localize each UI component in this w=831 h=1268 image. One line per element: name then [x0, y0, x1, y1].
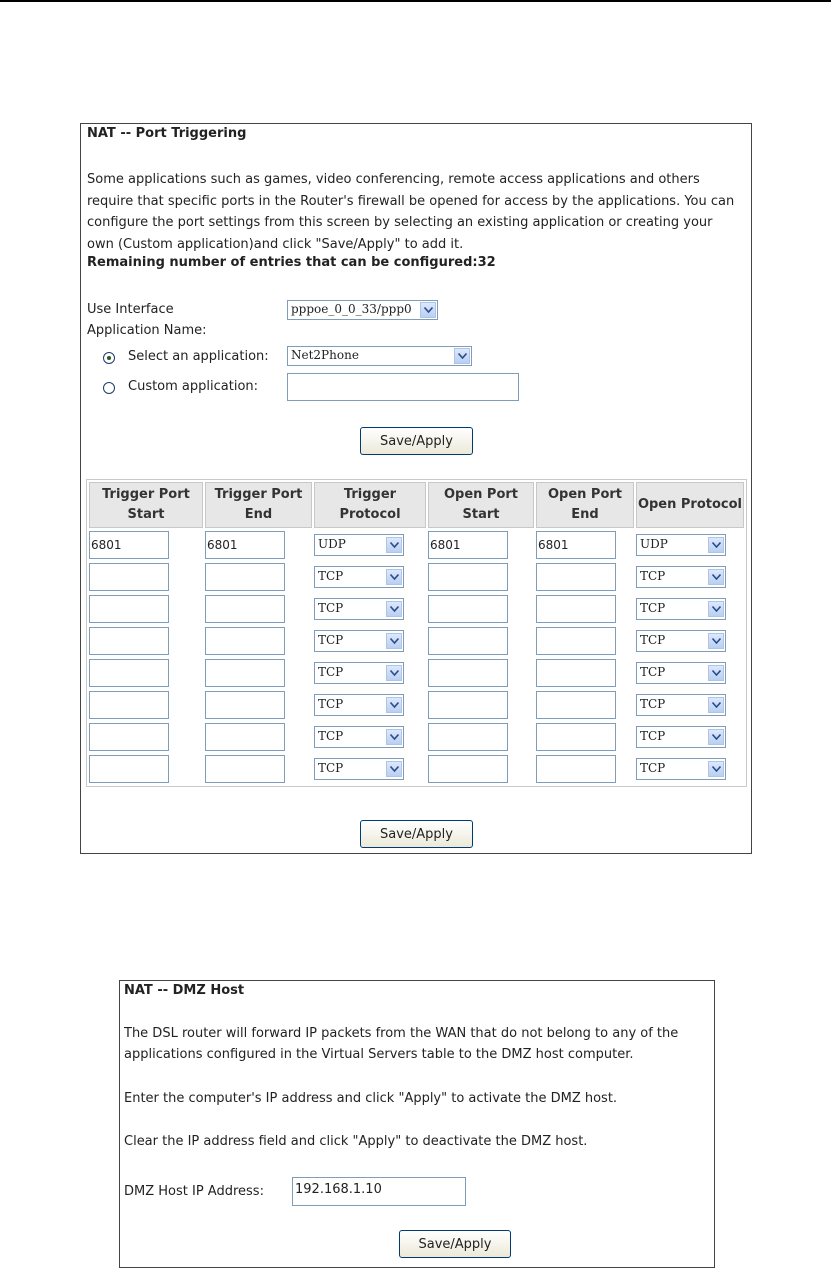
dmz-ip-input[interactable]: 192.168.1.10 — [292, 1177, 466, 1206]
trigger-port-start-input[interactable]: 6801 — [89, 531, 169, 559]
save-apply-button[interactable]: Save/Apply — [360, 427, 473, 455]
trigger-port-end-input[interactable] — [205, 691, 285, 719]
open-protocol-select[interactable]: UDP — [636, 534, 726, 556]
dmz-ip-label: DMZ Host IP Address: — [124, 1184, 264, 1199]
open-port-end-input[interactable] — [536, 691, 616, 719]
open-port-start-input[interactable] — [428, 755, 508, 783]
trigger-port-start-input[interactable] — [89, 563, 169, 591]
trigger-protocol-select[interactable]: TCP — [314, 662, 404, 684]
trigger-port-start-input[interactable] — [89, 691, 169, 719]
chevron-down-icon — [386, 633, 402, 649]
table-row — [89, 530, 744, 560]
trigger-port-end-input[interactable] — [205, 755, 285, 783]
open-port-end-input[interactable] — [536, 627, 616, 655]
custom-application-label: Custom application: — [128, 379, 259, 394]
custom-application-radio[interactable] — [103, 382, 115, 394]
open-port-end-input[interactable] — [536, 659, 616, 687]
trigger-protocol-select[interactable]: UDP — [314, 534, 404, 556]
table-row — [89, 594, 744, 624]
remaining-entries: Remaining number of entries that can be configured:32 — [87, 255, 496, 270]
table-row — [89, 562, 744, 592]
custom-application-input[interactable] — [287, 373, 519, 401]
trigger-port-start-input[interactable] — [89, 723, 169, 751]
chevron-down-icon — [708, 729, 724, 745]
chevron-down-icon — [708, 761, 724, 777]
trigger-protocol-select[interactable]: TCP — [314, 566, 404, 588]
col-open-port-start: Open Port Start — [428, 482, 534, 528]
use-interface-select[interactable] — [287, 300, 438, 320]
open-protocol-select[interactable]: TCP — [636, 758, 726, 780]
trigger-port-end-input[interactable] — [205, 659, 285, 687]
table-row — [89, 754, 744, 784]
open-protocol-select[interactable]: TCP — [636, 726, 726, 748]
table-row — [89, 722, 744, 752]
chevron-down-icon — [386, 729, 402, 745]
trigger-protocol-select[interactable]: TCP — [314, 630, 404, 652]
table-row — [89, 658, 744, 688]
open-port-end-input[interactable] — [536, 723, 616, 751]
open-port-start-input[interactable] — [428, 595, 508, 623]
save-apply-button-bottom[interactable]: Save/Apply — [360, 820, 473, 848]
trigger-protocol-select[interactable]: TCP — [314, 758, 404, 780]
trigger-port-end-input[interactable] — [205, 723, 285, 751]
open-port-start-input[interactable] — [428, 627, 508, 655]
chevron-down-icon — [708, 601, 724, 617]
trigger-port-end-input[interactable] — [205, 627, 285, 655]
open-port-end-input[interactable]: 6801 — [536, 531, 616, 559]
open-port-start-input[interactable] — [428, 691, 508, 719]
open-port-start-input[interactable] — [428, 723, 508, 751]
use-interface-label: Use Interface — [87, 302, 174, 317]
chevron-down-icon — [386, 761, 402, 777]
application-select[interactable] — [287, 346, 472, 366]
dmz-activate-text: Enter the computer's IP address and click "Apply" to activate the DMZ host. — [124, 1091, 618, 1106]
chevron-down-icon — [708, 537, 724, 553]
chevron-down-icon — [386, 569, 402, 585]
panel-title: NAT -- Port Triggering — [87, 126, 247, 141]
open-port-start-input[interactable]: 6801 — [428, 531, 508, 559]
open-protocol-select[interactable]: TCP — [636, 566, 726, 588]
open-protocol-select[interactable]: TCP — [636, 694, 726, 716]
col-trigger-port-start: Trigger Port Start — [89, 482, 203, 528]
table-header-row — [89, 482, 744, 528]
application-name-label: Application Name: — [87, 323, 207, 338]
col-trigger-protocol: Trigger Protocol — [314, 482, 426, 528]
port-trigger-table — [86, 479, 747, 787]
table-row — [89, 690, 744, 720]
open-protocol-select[interactable]: TCP — [636, 598, 726, 620]
open-port-start-input[interactable] — [428, 563, 508, 591]
port-triggering-panel — [80, 123, 752, 854]
chevron-down-icon — [420, 302, 436, 318]
select-application-radio[interactable] — [103, 352, 115, 364]
trigger-port-start-input[interactable] — [89, 755, 169, 783]
dmz-host-panel — [119, 980, 715, 1268]
chevron-down-icon — [386, 537, 402, 553]
chevron-down-icon — [454, 348, 470, 364]
open-protocol-select[interactable]: TCP — [636, 662, 726, 684]
chevron-down-icon — [708, 665, 724, 681]
chevron-down-icon — [708, 697, 724, 713]
panel-title: NAT -- DMZ Host — [124, 983, 245, 998]
trigger-protocol-select[interactable]: TCP — [314, 598, 404, 620]
open-port-start-input[interactable] — [428, 659, 508, 687]
trigger-port-start-input[interactable] — [89, 627, 169, 655]
open-protocol-select[interactable]: TCP — [636, 630, 726, 652]
chevron-down-icon — [708, 633, 724, 649]
trigger-port-start-input[interactable] — [89, 659, 169, 687]
page-top-rule — [0, 0, 831, 2]
chevron-down-icon — [386, 697, 402, 713]
use-interface-value: pppoe_0_0_33/ppp0 — [291, 302, 412, 316]
chevron-down-icon — [708, 569, 724, 585]
dmz-deactivate-text: Clear the IP address field and click "Apply" to deactivate the DMZ host. — [124, 1134, 588, 1149]
panel-description: Some applications such as games, video conferencing, remote access applications and others require that specific ports in the Router's firewall be opened for access by the applications. You can configure the port settings from this screen by selecting an existing application or creating your own (Custom application)and click "Save/Apply" to add it. — [87, 172, 735, 252]
col-open-protocol: Open Protocol — [636, 482, 744, 528]
trigger-protocol-select[interactable]: TCP — [314, 694, 404, 716]
trigger-port-end-input[interactable] — [205, 563, 285, 591]
trigger-port-end-input[interactable] — [205, 595, 285, 623]
trigger-port-end-input[interactable]: 6801 — [205, 531, 285, 559]
col-open-port-end: Open Port End — [536, 482, 634, 528]
table-row — [89, 626, 744, 656]
open-port-end-input[interactable] — [536, 755, 616, 783]
select-application-label: Select an application: — [128, 349, 269, 364]
open-port-end-input[interactable] — [536, 563, 616, 591]
chevron-down-icon — [386, 601, 402, 617]
dmz-description: The DSL router will forward IP packets from the WAN that do not belong to any of the applications configured in the Virtual Servers table to the DMZ host computer. — [124, 1026, 679, 1062]
col-trigger-port-end: Trigger Port End — [205, 482, 312, 528]
open-port-end-input[interactable] — [536, 595, 616, 623]
trigger-port-start-input[interactable] — [89, 595, 169, 623]
chevron-down-icon — [386, 665, 402, 681]
dmz-save-apply-button[interactable]: Save/Apply — [399, 1230, 511, 1258]
application-select-value: Net2Phone — [291, 348, 359, 362]
trigger-protocol-select[interactable]: TCP — [314, 726, 404, 748]
